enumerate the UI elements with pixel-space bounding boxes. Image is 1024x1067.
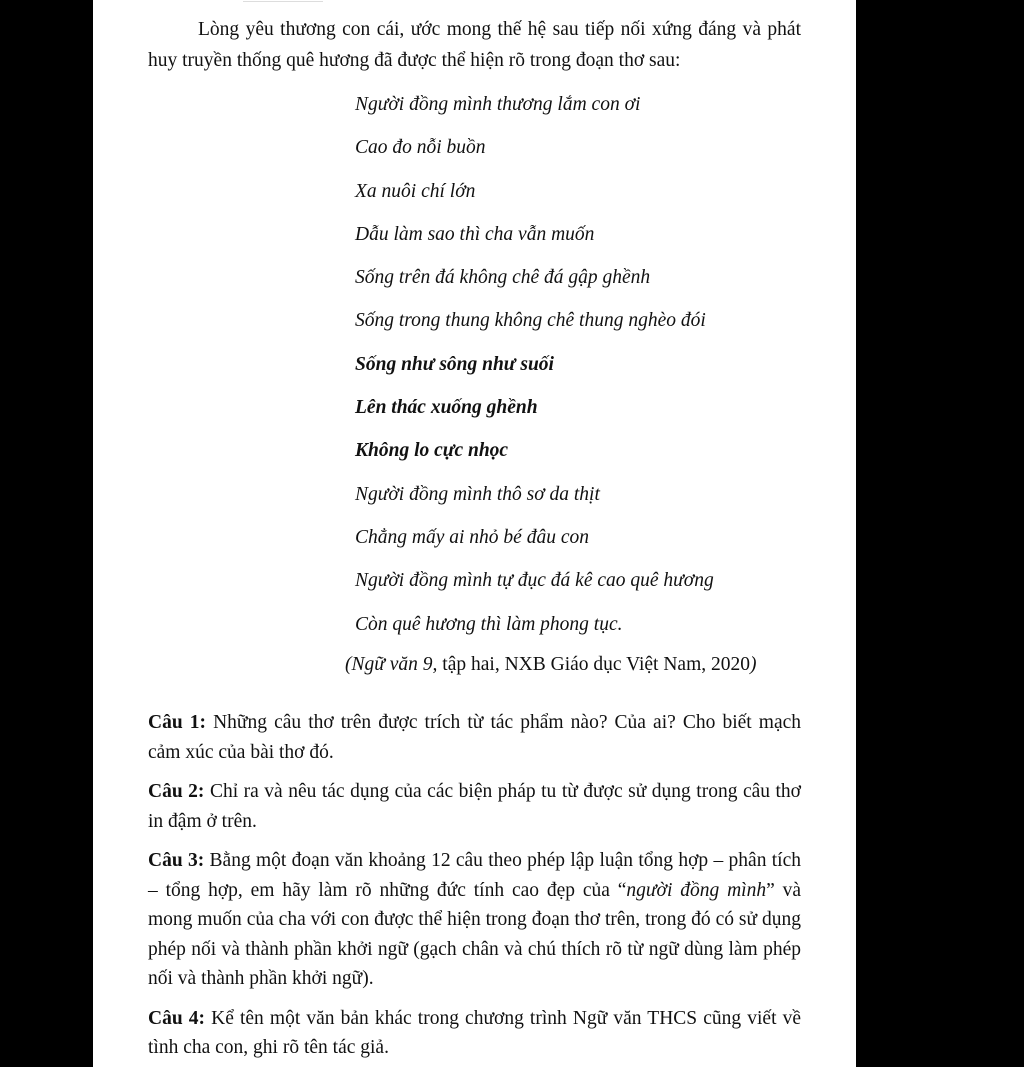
question-2-label: Câu 2: bbox=[148, 781, 205, 802]
source-close-paren: ) bbox=[750, 654, 757, 675]
poem-line: Chẳng mấy ai nhỏ bé đâu con bbox=[355, 526, 589, 548]
poem-excerpt bbox=[355, 89, 714, 652]
source-open-paren: ( bbox=[345, 654, 352, 675]
poem-line: Cao đo nỗi buồn bbox=[355, 137, 486, 159]
poem-line-bold: Lên thác xuống ghềnh bbox=[355, 397, 538, 419]
question-3-text-a: Bằng một đoạn văn khoảng 12 câu theo phép lập luận tổng hợp – phân tích – tổng hợp, em hãy làm rõ những đức tính cao đẹp của “ bbox=[148, 850, 801, 901]
question-2-text: Chỉ ra và nêu tác dụng của các biện pháp tu từ được sử dụng trong câu thơ in đậm ở trên. bbox=[148, 781, 801, 832]
source-book-title: Ngữ văn 9, bbox=[351, 654, 438, 675]
document-body bbox=[148, 14, 802, 1058]
poem-line: Người đồng mình tự đục đá kê cao quê hương bbox=[355, 570, 714, 592]
poem-source-citation bbox=[345, 649, 757, 680]
poem-line: Còn quê hương thì làm phong tục. bbox=[355, 613, 623, 635]
document-page bbox=[93, 0, 856, 1067]
question-2 bbox=[148, 777, 801, 836]
question-4-label: Câu 4: bbox=[148, 1007, 206, 1029]
poem-line: Người đồng mình thô sơ da thịt bbox=[355, 483, 600, 505]
intro-paragraph: Lòng yêu thương con cái, ước mong thế hệ sau tiếp nối xứng đáng và phát huy truyền thống quê hương đã được thể hiện rõ trong đoạn thơ sau: bbox=[148, 19, 801, 71]
question-list bbox=[148, 708, 801, 1067]
source-publisher: tập hai, NXB Giáo dục Việt Nam, 2020 bbox=[437, 654, 751, 675]
cropped-top-text bbox=[243, 0, 323, 2]
poem-line: Người đồng mình thương lắm con ơi bbox=[355, 94, 641, 115]
question-3-quote: người đồng mình bbox=[626, 879, 767, 901]
question-4 bbox=[148, 1004, 801, 1063]
poem-line: Sống trong thung không chê thung nghèo đói bbox=[355, 310, 706, 332]
poem-line: Dẫu làm sao thì cha vẫn muốn bbox=[355, 223, 595, 245]
poem-line: Xa nuôi chí lớn bbox=[355, 180, 476, 202]
question-4-text: Kể tên một văn bản khác trong chương trình Ngữ văn THCS cũng viết về tình cha con, ghi rõ tên tác giả. bbox=[148, 1007, 801, 1058]
question-3 bbox=[148, 846, 801, 994]
question-3-label: Câu 3: bbox=[148, 850, 205, 871]
poem-line-bold: Không lo cực nhọc bbox=[355, 440, 509, 462]
question-1 bbox=[148, 708, 801, 767]
question-3-text-b: ” và mong muốn của cha với con được thể hiện trong đoạn thơ trên, trong đó có sử dụng phép nối và thành phần khởi ngữ (gạch chân và chú thích rõ từ ngữ dùng làm phép nối và thành phần khởi ngữ). bbox=[148, 879, 802, 989]
poem-line-bold: Sống như sông như suối bbox=[355, 353, 554, 375]
poem-line: Sống trên đá không chê đá gập ghềnh bbox=[355, 267, 651, 289]
question-1-text: Những câu thơ trên được trích từ tác phẩm nào? Của ai? Cho biết mạch cảm xúc của bài thơ đó. bbox=[148, 712, 801, 763]
question-1-label: Câu 1: bbox=[148, 712, 207, 733]
